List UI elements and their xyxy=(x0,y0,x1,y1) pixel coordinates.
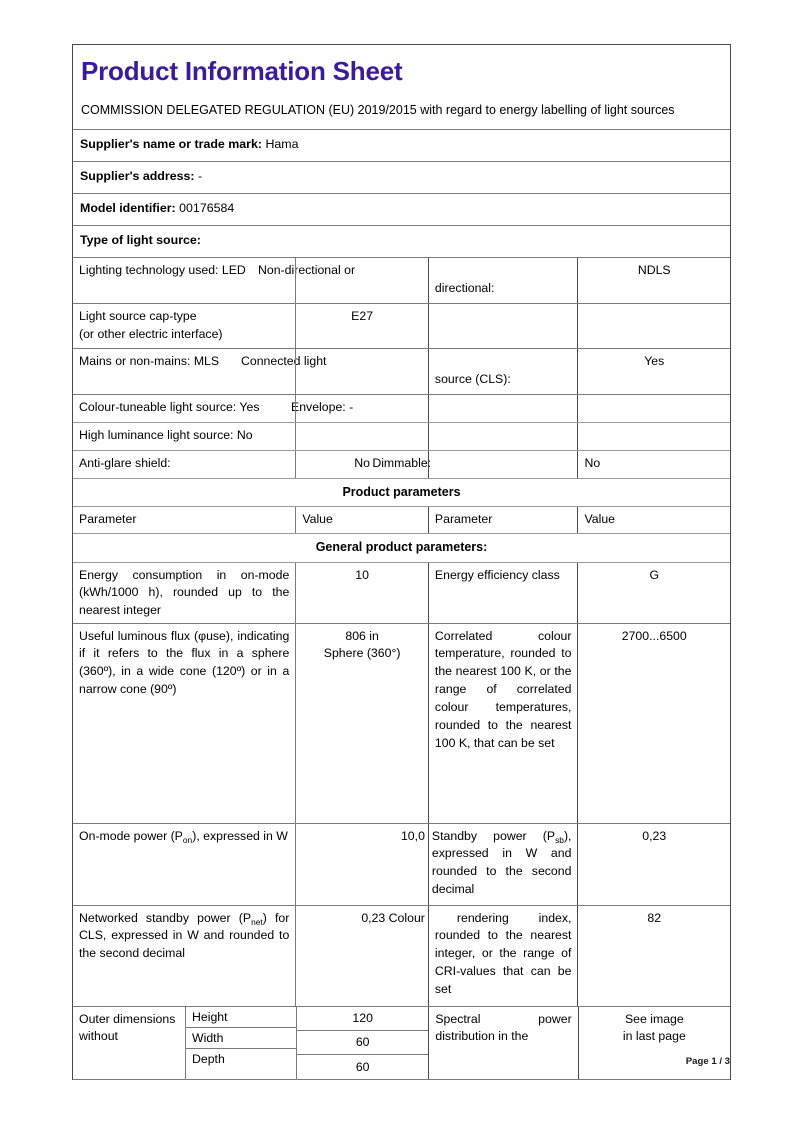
colour-temperature-value: 2700...6500 xyxy=(577,624,730,823)
colour-overflow: Colour xyxy=(388,910,425,925)
luminous-flux-label: Useful luminous flux (φuse), indicating if it refers to the flux in a sphere (360º), in a wide cone (120º) or in a narrow cone (90º) xyxy=(79,628,290,697)
lighting-technology-row xyxy=(73,258,730,304)
colour-rendering-index-value: 82 xyxy=(577,906,730,1006)
colour-temperature-label: Correlated colour temperature, rounded to the nearest 100 K, or the range of correlated colour temperatures, rounded to the nearest 100 K, that can be set xyxy=(428,624,578,823)
spd-value-line2: in last page xyxy=(622,1029,686,1044)
on-subscript: on xyxy=(182,834,193,845)
high-luminance-label: High luminance light source: No xyxy=(79,427,253,442)
supplier-address-cell xyxy=(73,162,730,193)
product-parameters-heading: Product parameters xyxy=(342,484,461,499)
cap-type-param2 xyxy=(428,304,578,348)
dimmable-overflow: Dimmable: xyxy=(372,455,432,470)
page-footer: Page 1 / 3 xyxy=(685,1056,730,1067)
model-identifier-cell xyxy=(73,194,730,225)
dimension-row xyxy=(186,1049,296,1069)
sb-subscript: sb xyxy=(555,834,564,845)
luminous-flux-row xyxy=(73,624,730,824)
on-mode-power-label: On-mode power $(P_{on})$, expressed in W xyxy=(79,828,288,845)
dimension-row xyxy=(186,1007,296,1028)
dimension-value: 60 xyxy=(355,1059,370,1074)
supplier-name-cell xyxy=(73,130,730,161)
cap-type-sublabel: (or other electric interface) xyxy=(79,327,223,342)
supplier-name-row xyxy=(73,130,730,162)
parameters-header-row xyxy=(73,507,730,535)
on-mode-power-row xyxy=(73,824,730,906)
anti-glare-label: Anti-glare shield: xyxy=(79,455,171,470)
type-of-light-source-row xyxy=(73,226,730,258)
high-luminance-value xyxy=(295,423,428,450)
supplier-name-value: Hama xyxy=(265,137,299,152)
product-sheet-table xyxy=(72,44,731,1080)
type-of-light-source-label: Type of light source: xyxy=(80,233,201,248)
anti-glare-row xyxy=(73,451,730,479)
cap-type-row xyxy=(73,304,730,349)
phi-use-symbol: φuse xyxy=(198,628,226,643)
mains-label: Mains or non-mains: MLS Connected light xyxy=(73,349,295,393)
spectral-power-distribution-label: Spectral power distribution in the xyxy=(428,1007,577,1079)
dimension-name: Height xyxy=(192,1009,228,1024)
outer-dimensions-label: Outer dimensions without xyxy=(79,1011,176,1044)
spectral-power-distribution-value xyxy=(578,1007,730,1079)
dimension-value: 60 xyxy=(297,1031,428,1055)
type-of-light-source-cell xyxy=(73,226,730,257)
networked-standby-power-row xyxy=(73,906,730,1007)
energy-consumption-value: 10 xyxy=(295,563,428,623)
dimension-row xyxy=(186,1028,296,1049)
energy-consumption-label: Energy consumption in on-mode (kWh/1000 h), rounded up to the nearest integer xyxy=(79,567,290,618)
connected-light-source-value: Yes xyxy=(577,349,730,394)
general-parameters-heading: General product parameters: xyxy=(315,540,488,555)
net-subscript: net xyxy=(251,916,263,927)
header-value-2: Value xyxy=(577,507,730,534)
product-parameters-heading-row xyxy=(73,479,730,507)
model-identifier-value: 00176584 xyxy=(179,201,235,216)
on-mode-power-value: 10,0 xyxy=(295,824,428,905)
dimmable-param xyxy=(428,451,578,478)
model-identifier-row xyxy=(73,194,730,226)
outer-dimensions-group xyxy=(73,1007,296,1079)
dimension-name: Depth xyxy=(192,1051,225,1066)
networked-standby-power-value: 0,23 Colour xyxy=(295,906,428,1006)
header-parameter-2: Parameter xyxy=(428,507,578,534)
header-parameter-1: Parameter xyxy=(79,511,137,526)
directional-value: NDLS xyxy=(577,258,730,303)
luminous-flux-value-line2: Sphere (360°) xyxy=(323,646,401,661)
luminous-flux-value xyxy=(295,624,428,823)
colour-tuneable-label: Colour-tuneable light source: Yes Envelope: - xyxy=(73,395,295,422)
connected-light-source-label: source (CLS): xyxy=(428,349,578,394)
page-title: Product Information Sheet xyxy=(81,56,403,86)
cap-type-label: Light source cap-type (or other electric interface) xyxy=(73,304,295,348)
outer-dimensions-row xyxy=(73,1007,730,1080)
directional-label: directional: xyxy=(428,258,578,303)
energy-efficiency-class-label: Energy efficiency class xyxy=(428,563,578,623)
standby-power-label: Standby power $(P_{sb})$, expressed in W and rounded to the second decimal xyxy=(428,824,578,905)
title-cell xyxy=(73,45,730,129)
networked-standby-power-label: Networked standby power $(P_{net})$ for CLS, expressed in W and rounded to the second decimal xyxy=(79,910,290,961)
colour-tuneable-row xyxy=(73,395,730,423)
supplier-address-value: - xyxy=(197,169,203,184)
supplier-address-label: Supplier's address: xyxy=(80,169,195,184)
dimension-value: 120 xyxy=(297,1007,428,1031)
high-luminance-param2 xyxy=(428,423,578,450)
colour-rendering-index-label: rendering index, rounded to the nearest integer, or the range of CRI-values that can be set xyxy=(428,906,578,1006)
supplier-address-row xyxy=(73,162,730,194)
lighting-technology-label: Lighting technology used: LED Non-directional or xyxy=(73,258,295,302)
regulation-intro: COMMISSION DELEGATED REGULATION (EU) 2019/2015 with regard to energy labelling of light sources xyxy=(81,102,675,117)
cap-type-value2 xyxy=(577,304,730,348)
mains-row xyxy=(73,349,730,395)
luminous-flux-value-line1: 806 in xyxy=(345,628,379,643)
dimmable-value: No xyxy=(577,451,730,478)
anti-glare-value: No Dimmable: xyxy=(295,451,428,478)
header-value-1: Value xyxy=(295,507,428,534)
dimension-names-table xyxy=(185,1007,296,1079)
mains-overflow: Connected light xyxy=(241,354,327,369)
energy-efficiency-class-value: G xyxy=(577,563,730,623)
model-identifier-label: Model identifier: xyxy=(80,201,176,216)
high-luminance-row xyxy=(73,423,730,451)
lighting-technology-value xyxy=(295,258,428,303)
colour-tuneable-value xyxy=(295,395,428,422)
high-luminance-value2 xyxy=(577,423,730,450)
mains-value xyxy=(295,349,428,394)
title-row xyxy=(73,45,730,130)
energy-consumption-row xyxy=(73,563,730,624)
colour-tuneable-value2 xyxy=(577,395,730,422)
general-parameters-heading-row xyxy=(73,534,730,562)
lighting-technology-overflow: Non-directional or xyxy=(258,263,356,278)
colour-tuneable-param2 xyxy=(428,395,578,422)
spd-value-line1: See image xyxy=(624,1011,684,1026)
standby-power-value: 0,23 xyxy=(577,824,730,905)
dimension-name: Width xyxy=(192,1030,224,1045)
supplier-name-label: Supplier's name or trade mark: xyxy=(80,137,262,152)
cap-type-value: E27 xyxy=(295,304,428,348)
envelope-overflow: Envelope: - xyxy=(291,400,354,415)
dimension-values-table xyxy=(296,1007,428,1079)
